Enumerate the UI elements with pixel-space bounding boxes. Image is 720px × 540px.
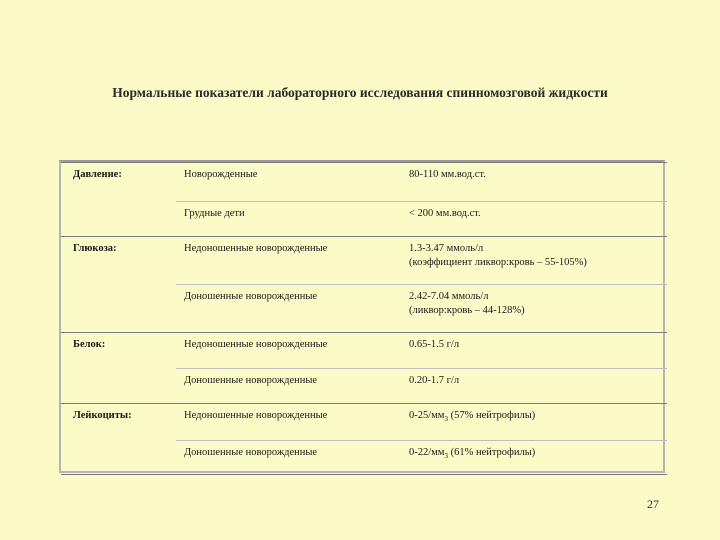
category-cell bbox=[61, 441, 176, 475]
value-cell: 0.65-1.5 г/л bbox=[401, 333, 667, 369]
category-cell: Лейкоциты: bbox=[61, 404, 176, 441]
population-cell: Новорожденные bbox=[176, 163, 401, 202]
page-number: 27 bbox=[647, 497, 659, 511]
table-row bbox=[61, 369, 667, 404]
value-cell bbox=[401, 285, 667, 333]
table-row bbox=[61, 285, 667, 333]
table-row bbox=[61, 404, 667, 441]
value-note: (коэффициент ликвор:кровь – 55-105%) bbox=[409, 257, 587, 269]
category-cell: Глюкоза: bbox=[61, 237, 176, 285]
value-cell bbox=[401, 237, 667, 285]
value-note: (ликвор:кровь – 44-128%) bbox=[409, 305, 525, 317]
category-cell bbox=[61, 369, 176, 404]
population-cell: Доношенные новорожденные bbox=[176, 369, 401, 404]
unit-subscript: 3 bbox=[444, 415, 448, 424]
table-row bbox=[61, 237, 667, 285]
table-row bbox=[61, 441, 667, 475]
population-cell: Грудные дети bbox=[176, 202, 401, 237]
table-row bbox=[61, 333, 667, 369]
value-cell bbox=[401, 404, 667, 441]
table-row bbox=[61, 163, 667, 202]
category-cell bbox=[61, 202, 176, 237]
value-note: (61% нейтрофилы) bbox=[447, 447, 536, 458]
value-line: 1.3-3.47 ммоль/л bbox=[409, 243, 484, 254]
population-cell: Недоношенные новорожденные bbox=[176, 237, 401, 285]
value-cell: 0.20-1.7 г/л bbox=[401, 369, 667, 404]
table-row bbox=[61, 202, 667, 237]
category-cell: Белок: bbox=[61, 333, 176, 369]
population-cell: Недоношенные новорожденные bbox=[176, 404, 401, 441]
population-cell: Недоношенные новорожденные bbox=[176, 333, 401, 369]
value-line: 0-22/мм bbox=[409, 447, 445, 458]
lab-values-table bbox=[61, 162, 667, 475]
value-cell: 80-110 мм.вод.ст. bbox=[401, 163, 667, 202]
category-cell bbox=[61, 285, 176, 333]
unit-subscript: 3 bbox=[444, 452, 448, 461]
value-cell: < 200 мм.вод.ст. bbox=[401, 202, 667, 237]
value-line: 2.42-7.04 ммоль/л bbox=[409, 291, 489, 302]
population-cell: Доношенные новорожденные bbox=[176, 441, 401, 475]
value-note: (57% нейтрофилы) bbox=[447, 410, 536, 421]
page-title: Нормальные показатели лабораторного исследования спинномозговой жидкости bbox=[112, 85, 608, 100]
value-cell bbox=[401, 441, 667, 475]
value-line: 0-25/мм bbox=[409, 410, 445, 421]
population-cell: Доношенные новорожденные bbox=[176, 285, 401, 333]
category-cell: Давление: bbox=[61, 163, 176, 202]
